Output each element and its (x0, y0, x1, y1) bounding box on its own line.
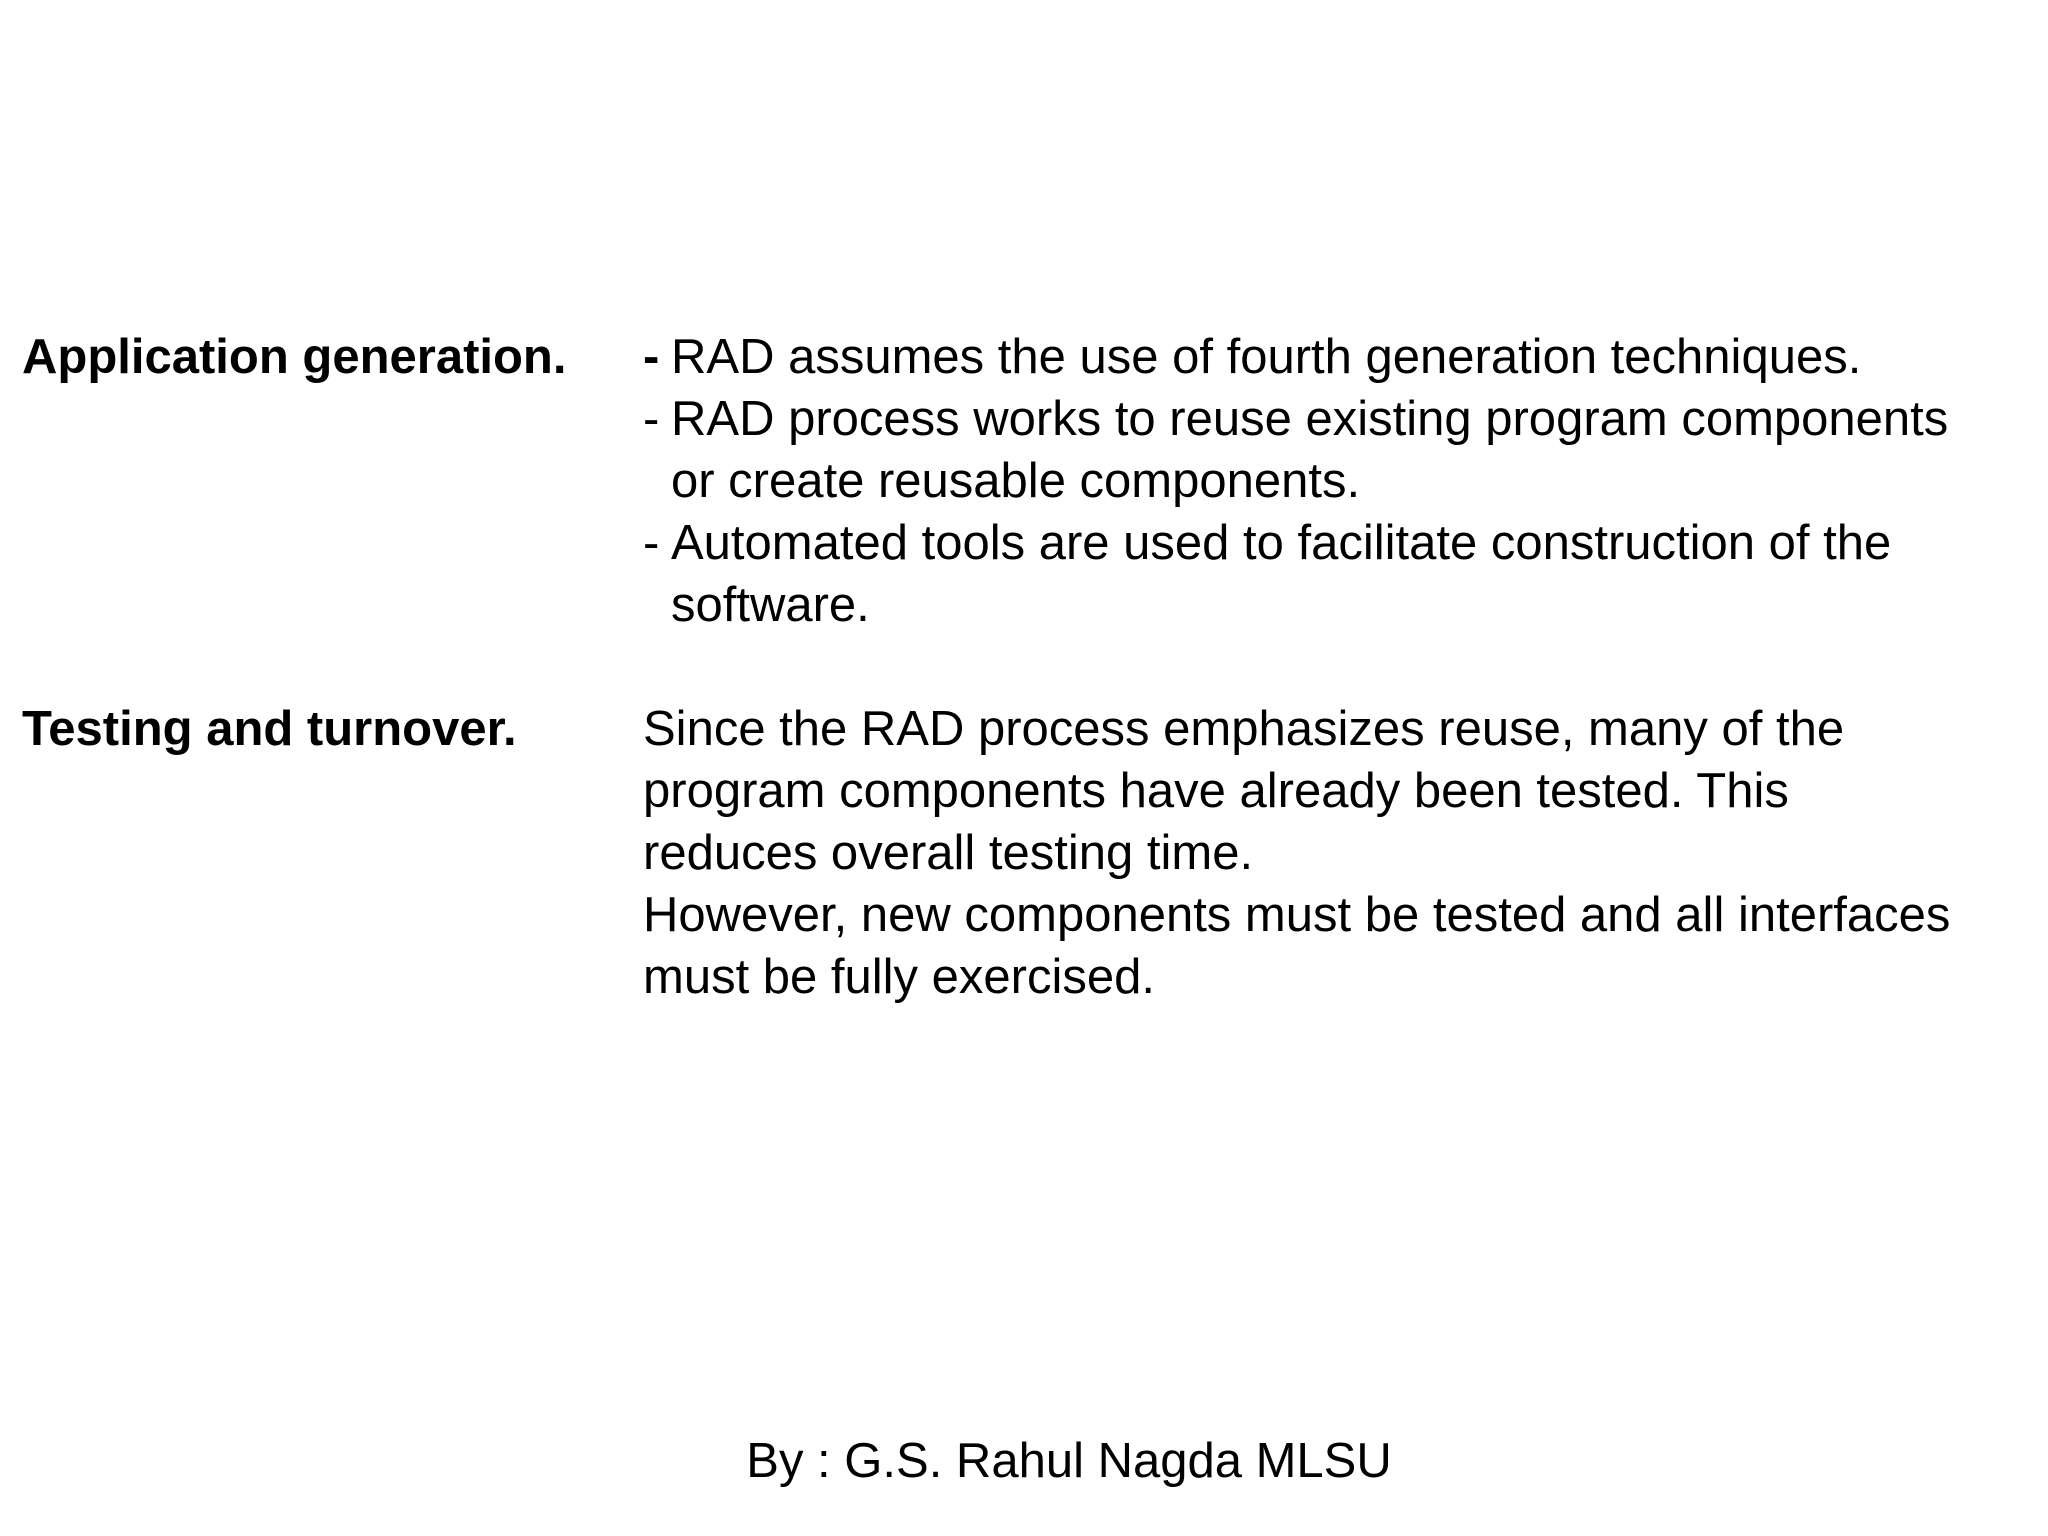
bullet-1-line-1 (643, 326, 1948, 388)
bullet-2-line-2: or create reusable components. (671, 454, 1361, 508)
paragraph-line: Since the RAD process emphasizes reuse, many of the (643, 702, 1845, 756)
application-generation-heading: Application generation. (22, 330, 567, 384)
testing-turnover-content (643, 698, 1950, 1008)
bullet-text: Automated tools are used to facilitate construction of the (671, 516, 1892, 570)
bullet-3-line-1 (643, 512, 1948, 574)
author-credit: By : G.S. Rahul Nagda MLSU (746, 1434, 1392, 1488)
bullet-2-line-1 (643, 388, 1948, 450)
application-generation-content (643, 326, 1948, 636)
paragraph-line: must be fully exercised. (643, 950, 1155, 1004)
bullet-dash: - (643, 330, 660, 384)
bullet-text: RAD process works to reuse existing program components (671, 392, 1949, 446)
paragraph-line: However, new components must be tested and all interfaces (643, 888, 1951, 942)
bullet-dash: - (643, 392, 660, 446)
paragraph-line: reduces overall testing time. (643, 826, 1254, 880)
bullet-dash: - (643, 516, 660, 570)
paragraph-line: program components have already been tested. This (643, 764, 1789, 818)
testing-turnover-heading: Testing and turnover. (22, 702, 517, 756)
bullet-text: RAD assumes the use of fourth generation techniques. (671, 330, 1862, 384)
bullet-3-line-2: software. (671, 578, 870, 632)
